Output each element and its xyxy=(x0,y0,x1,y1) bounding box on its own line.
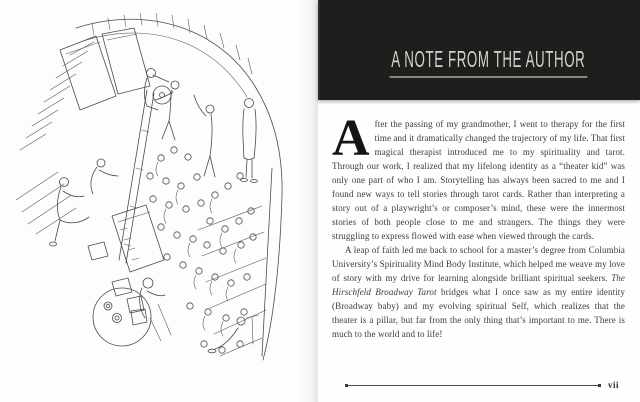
footer-rule xyxy=(345,385,601,386)
chapter-header-box xyxy=(318,0,640,100)
seated-figure xyxy=(208,315,259,353)
balcony-outline xyxy=(76,13,282,360)
page-title: A NOTE FROM THE AUTHOR xyxy=(390,48,588,78)
wall-panels xyxy=(60,28,150,110)
book-title: The Hirschfeld Broadway Tarot xyxy=(332,273,625,297)
drop-cap: A xyxy=(332,110,370,167)
seat-rows xyxy=(198,168,272,356)
round-table xyxy=(93,288,151,346)
paragraph-1 xyxy=(332,110,625,243)
page-number: vii xyxy=(607,380,619,390)
paragraph-2-text-before: A leap of faith led me back to school for a master’s degree from Columbia University’s Spirituality Mind Body Institute, which helped me weave my love of story with my drive for learning alongside brilliant spiritual seekers. xyxy=(332,245,625,283)
theater-audience-illustration xyxy=(0,0,300,402)
standing-figures xyxy=(50,95,258,246)
body-text xyxy=(332,110,625,341)
chapter-title-wrap xyxy=(318,48,640,78)
paragraph-2-text-after: bridges what I once saw as my entire identity (Broadway baby) and my evolving spiritual Self, which realizes that the theater is a pillar, but far from the only thing that’s important to me. There is much to the world and to life! xyxy=(332,287,625,339)
paragraph-2 xyxy=(332,243,625,341)
wheelchair-figure xyxy=(144,69,179,141)
balcony-rail xyxy=(119,90,154,263)
stairs-hatching xyxy=(16,42,94,234)
left-page xyxy=(0,0,300,402)
page-gutter xyxy=(300,0,318,402)
page-footer xyxy=(345,380,619,390)
right-page xyxy=(318,0,640,402)
paragraph-1-text: fter the passing of my grandmother, I went to therapy for the first time and it dramatically changed the trajectory of my life. That first magical therapist introduced me to my spirituality and tarot. Through our work, I realized that my lifelong identity as a “theater kid” was only one part of who I am. Storytelling has always been sacred to me and I found new ways to tell stories through tarot cards. Rather than interpreting a story out of a playwright’s or composer’s mind, these were the innermost stories of both people close to me and strangers. The things they were struggling to express flowed with ease when viewed through the cards. xyxy=(332,119,625,241)
